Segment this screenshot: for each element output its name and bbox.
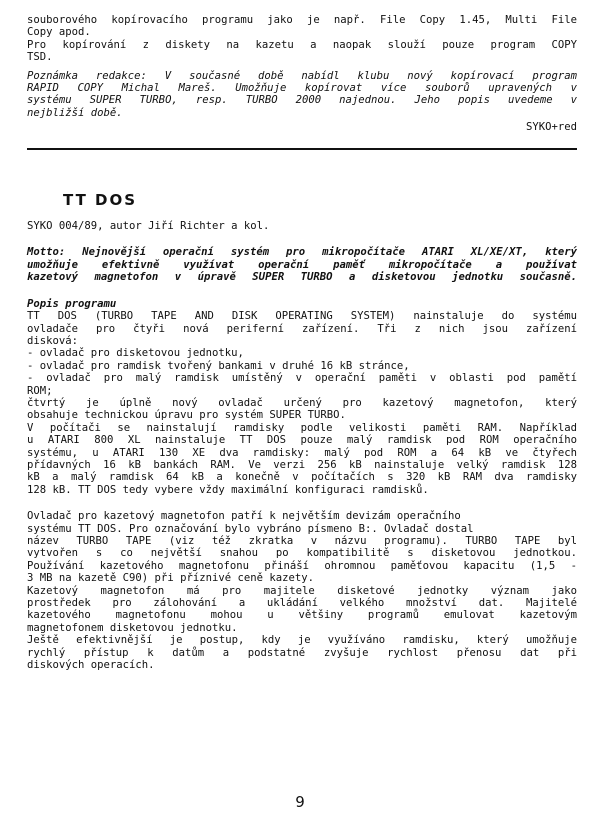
text-line: Ovladač pro kazetový magnetofon patří k největším devizám operačního <box>27 510 461 523</box>
text-line: obsahuje technickou úpravu pro systém SUPER TURBO. <box>27 409 346 422</box>
article-title: TT DOS <box>63 190 138 209</box>
text-line: magnetofonem disketovou jednotku. <box>27 621 238 634</box>
text-line: kB a malý ramdisk 64 kB a konečně v počítačích s 320 kB RAM dva ramdisky <box>27 471 577 484</box>
text-line: Používání kazetového magnetofonu přináší ohromnou paměťovou kapacitu (1,5 - <box>27 559 577 572</box>
text-line: název TURBO TAPE (viz též zkratka v názvu programu). TURBO TAPE byl <box>27 535 577 547</box>
text-line: V počítači se nainstalují ramdisky podle velikosti paměti RAM. Například <box>27 421 577 434</box>
text-line: Copy apod. <box>27 26 91 39</box>
article-byline: SYKO 004/89, autor Jiří Richter a kol. <box>27 220 270 233</box>
text-line: u ATARI 800 XL nainstaluje TT DOS pouze malý ramdisk pod ROM operačního <box>27 434 577 447</box>
text-line: - ovladač pro malý ramdisk umístěný v operační paměti v oblasti pod pamětí <box>27 372 577 385</box>
text-line: Kazetový magnetofon má pro majitele disketové jednotky význam jako <box>27 584 577 597</box>
text-line: - ovladač pro disketovou jednotku, <box>27 347 244 360</box>
editor-signature: SYKO+red <box>525 121 577 134</box>
text-line: - ovladač pro ramdisk tvořený bankami v druhé 16 kB stránce, <box>27 359 410 372</box>
text-line: systému TT DOS. Pro označování bylo vybráno písmeno B:. Ovladač dostal <box>27 522 474 535</box>
text-line: TSD. <box>27 51 53 64</box>
intro-paragraph <box>27 14 577 64</box>
text-line: systému SUPER TURBO, resp. TURBO 2000 najednou. Jeho popis uvedeme v <box>27 94 577 107</box>
text-line: kazetový magnetofon v úpravě SUPER TURBO a disketovou jednotku současně. <box>27 271 577 284</box>
text-line: rychlý přístup k datům a podstatné zvyšuje rychlost přenosu dat při <box>27 646 577 659</box>
text-line: Poznámka redakce: V současné době nabídl klubu nový kopírovací program <box>27 69 577 82</box>
text-line: Ještě efektivnější je postup, kdy je využíváno ramdisku, který umožňuje <box>27 634 577 647</box>
text-line: kazetového magnetofonu mohou u většiny programů emulovat kazetovým <box>27 609 577 622</box>
body-paragraph-1 <box>27 310 577 496</box>
text-line: přídavných 16 kB bankách RAM. Ve verzi 256 kB nainstaluje velký ramdisk 128 <box>27 458 577 471</box>
text-line: systému, u ATARI 130 XE dva ramdisky: malý pod ROM a 64 kB ve čtyřech <box>27 446 577 459</box>
body-paragraph-2 <box>27 510 577 671</box>
page-number: 9 <box>295 793 305 811</box>
text-line: RAPID COPY Michal Mareš. Umožňuje kopírovat více souborů upravených v <box>27 82 577 95</box>
text-line: disková: <box>27 334 79 347</box>
article-motto <box>27 246 577 283</box>
text-line: souborového kopírovacího programu jako je např. File Copy 1.45, Multi File <box>27 14 577 26</box>
text-line: Motto: Nejnovější operační systém pro mikropočítače ATARI XL/XE/XT, který <box>27 246 577 259</box>
text-line: vytvořen s co největší snahou po kompatibilitě s disketovou jednotkou. <box>27 547 577 560</box>
editor-note <box>27 70 577 120</box>
section-heading: Popis programu <box>27 297 117 310</box>
text-line: Pro kopírování z diskety na kazetu a naopak slouží pouze program COPY <box>27 38 577 51</box>
text-line: prostředek pro zálohování a ukládání velkého množství dat. Majitelé <box>27 597 577 610</box>
document-page <box>27 14 577 671</box>
text-line: nejbližší době. <box>27 106 123 119</box>
text-line: diskových operacích. <box>27 659 155 672</box>
text-line: TT DOS (TURBO TAPE AND DISK OPERATING SYSTEM) nainstaluje do systému <box>27 310 577 323</box>
text-line: umožňuje efektivně využívat operační paměť mikropočítače a používat <box>27 258 577 271</box>
text-line: ROM; <box>27 384 53 397</box>
text-line: 3 MB na kazetě C90) při příznivé ceně kazety. <box>27 572 315 585</box>
text-line: čtvrtý je úplně nový ovladač určený pro kazetový magnetofon, který <box>27 396 577 409</box>
text-line: ovladače pro čtyři nová periferní zařízení. Tři z nich jsou zařízení <box>27 322 577 335</box>
text-line: 128 kB. TT DOS tedy vybere vždy maximální konfiguraci ramdisků. <box>27 483 429 496</box>
